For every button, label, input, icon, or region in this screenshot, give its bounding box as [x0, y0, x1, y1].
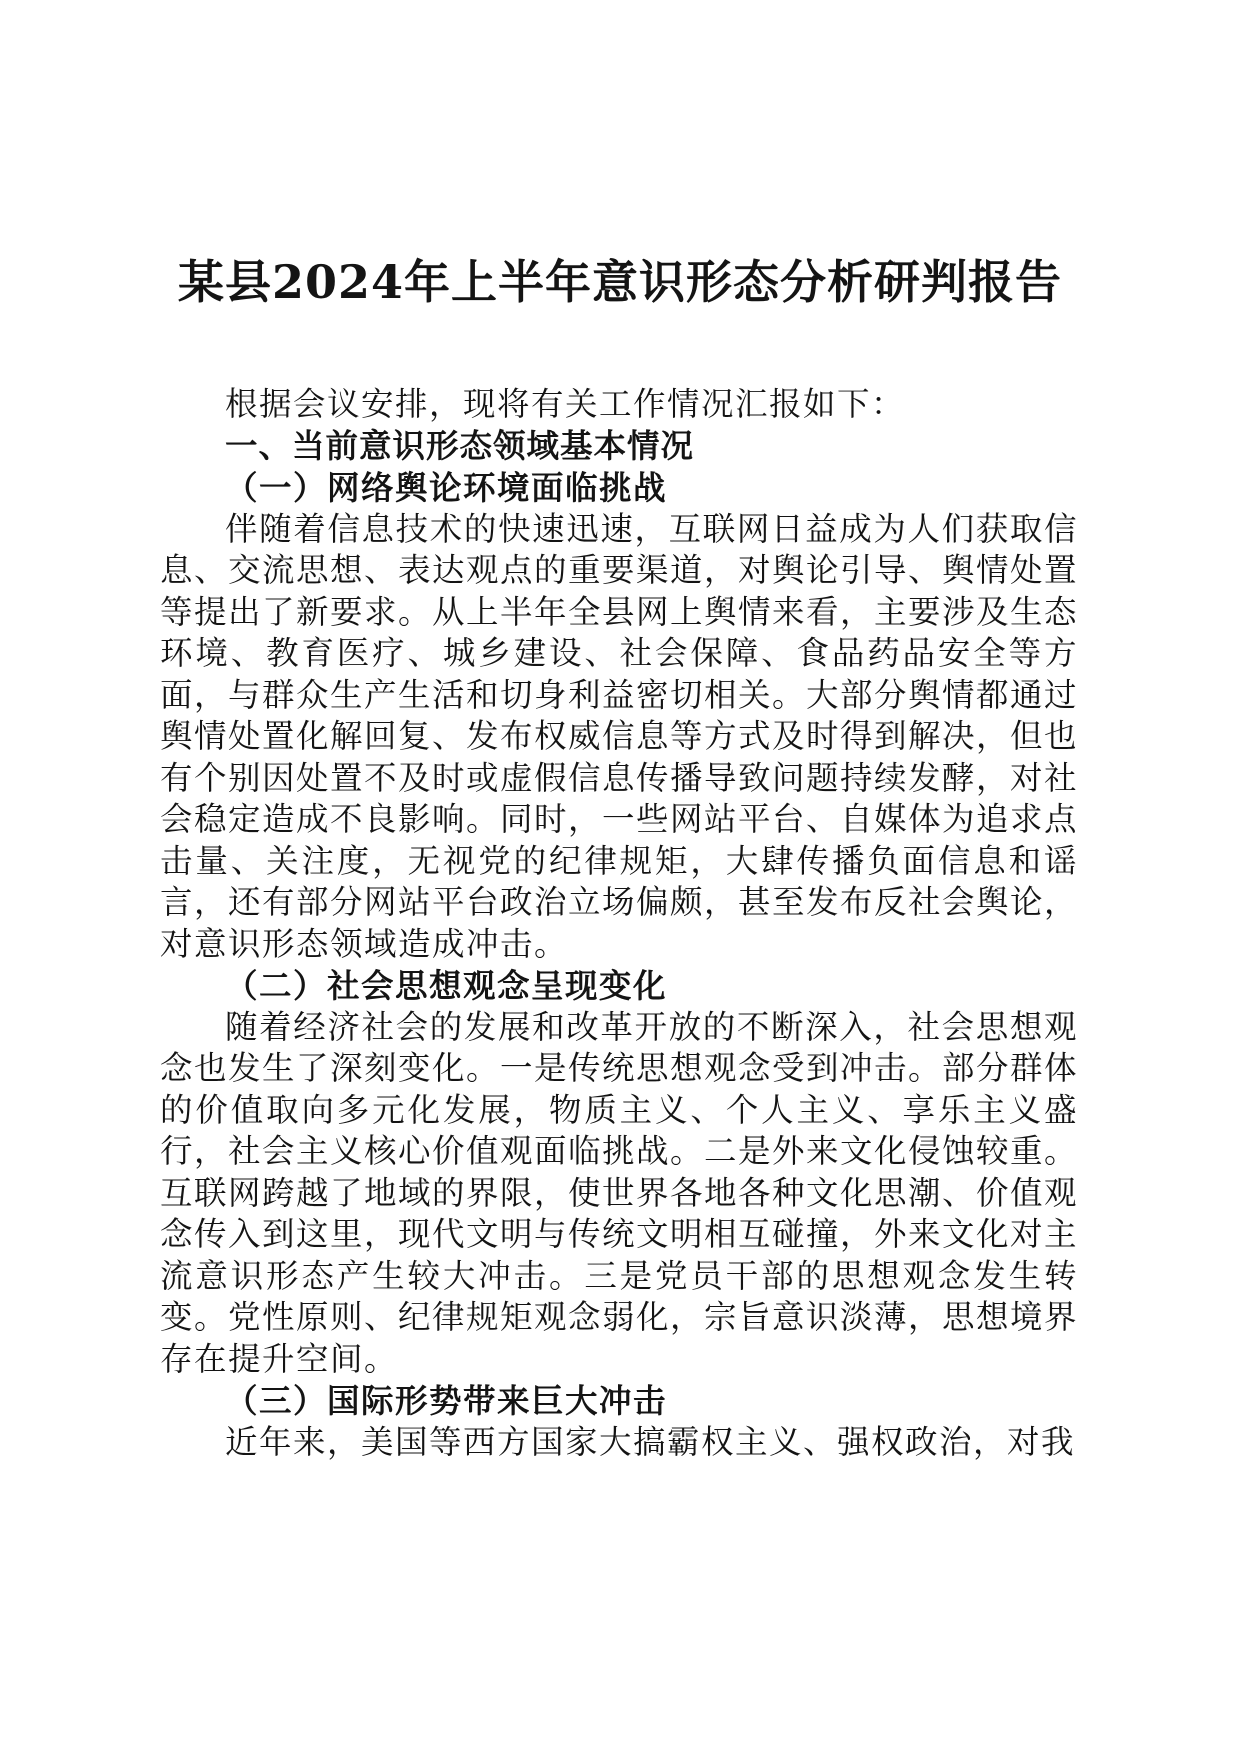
subsection-paragraph-3: 近年来，美国等西方国家大搞霸权主义、强权政治，对我 — [225, 1422, 1076, 1461]
subsection-heading-2: （二）社会思想观念呈现变化 — [225, 966, 668, 1005]
document-title: 某县2024年上半年意识形态分析研判报告 — [177, 255, 1063, 309]
section-heading-1: 一、当前意识形态领域基本情况 — [225, 426, 695, 465]
subsection-heading-3: （三）国际形势带来巨大冲击 — [225, 1381, 668, 1420]
subsection-paragraph-2: 随着经济社会的发展和改革开放的不断深入，社会思想观念也发生了深刻变化。一是传统思想观念受到冲击。部分群体的价值取向多元化发展，物质主义、个人主义、享乐主义盛行，社会主义核心价值观面临挑战。二是外来文化侵蚀较重。互联网跨越了地域的界限，使世界各地各种文化思潮、价值观念传入到这里，现代文明与传统文明相互碰撞，外来文化对主流意识形态产生较大冲击。三是党员干部的思想观念发生转变。党性原则、纪律规矩观念弱化，宗旨意识淡薄，思想境界存在提升空间。 — [160, 1007, 1079, 1378]
subsection-heading-1: （一）网络舆论环境面临挑战 — [225, 468, 668, 507]
intro-paragraph: 根据会议安排，现将有关工作情况汇报如下： — [225, 385, 906, 423]
subsection-paragraph-1: 伴随着信息技术的快速迅速，互联网日益成为人们获取信息、交流思想、表达观点的重要渠道，对舆论引导、舆情处置等提出了新要求。从上半年全县网上舆情来看，主要涉及生态环境、教育医疗、城乡建设、社会保障、食品药品安全等方面，与群众生产生活和切身利益密切相关。大部分舆情都通过舆情处置化解回复、发布权威信息等方式及时得到解决，但也有个别因处置不及时或虚假信息传播导致问题持续发酵，对社会稳定造成不良影响。同时，一些网站平台、自媒体为追求点击量、关注度，无视党的纪律规矩，大肆传播负面信息和谣言，还有部分网站平台政治立场偏颇，甚至发布反社会舆论，对意识形态领域造成冲击。 — [160, 509, 1079, 963]
document-body — [160, 384, 1078, 1463]
